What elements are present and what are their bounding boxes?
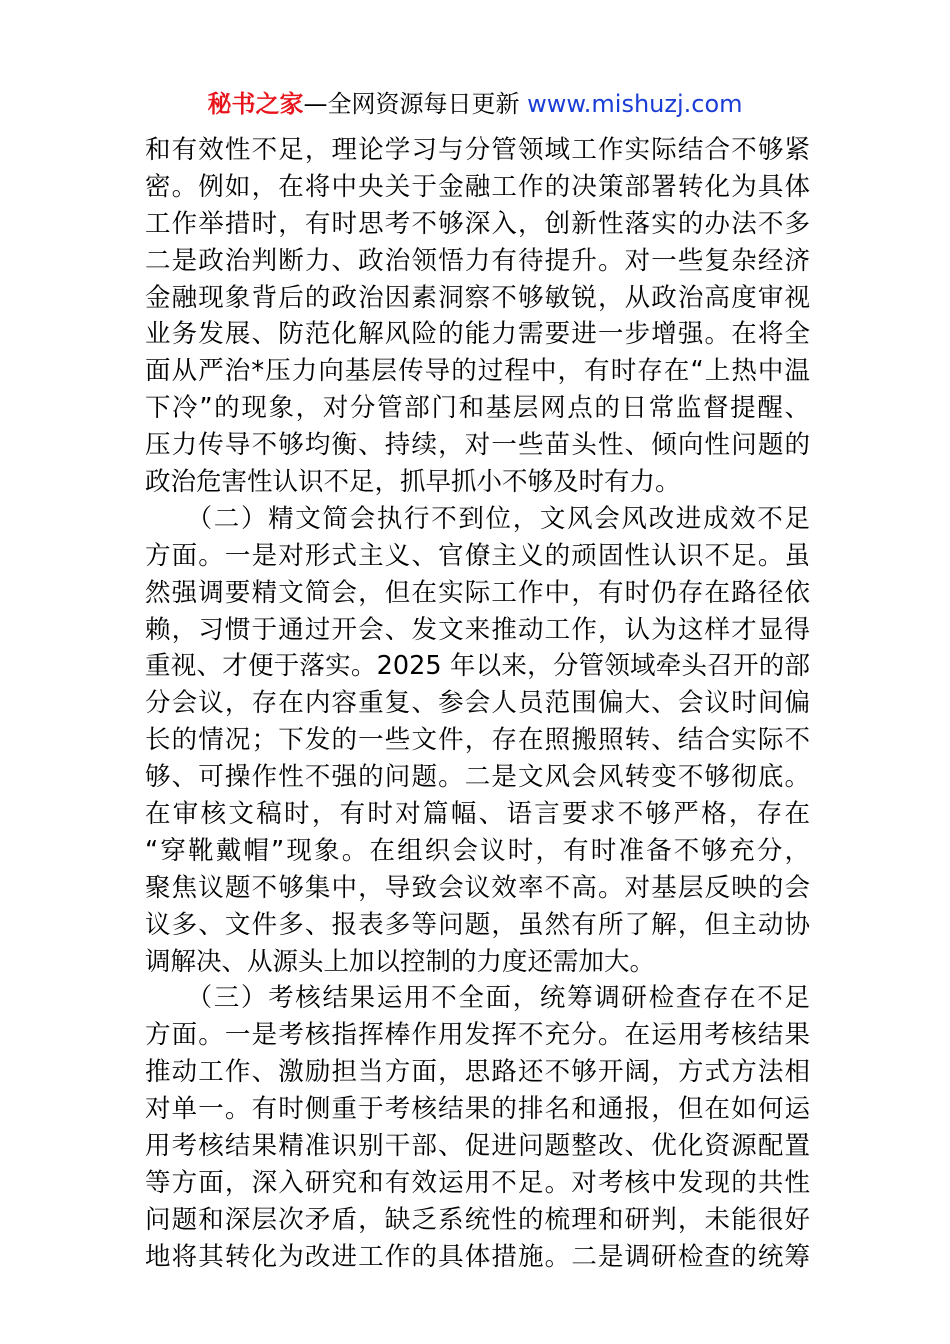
text-line: 工作举措时，有时思考不够深入，创新性落实的办法不多: [145, 208, 810, 239]
text-line: 面从严治*压力向基层传导的过程中，有时存在“上热中温: [145, 356, 810, 387]
website-link[interactable]: www.mishuzj.com: [527, 90, 743, 118]
text-line: 对单一。有时侧重于考核结果的排名和通报，但在如何运: [145, 1094, 810, 1125]
text-line: 赖，习惯于通过开会、发文来推动工作，认为这样才显得: [145, 614, 810, 645]
text-line: 地将其转化为改进工作的具体措施。二是调研检查的统筹: [145, 1241, 810, 1272]
page-header: [0, 86, 950, 122]
text-line: 压力传导不够均衡、持续，对一些苗头性、倾向性问题的: [145, 430, 810, 461]
text-line: 二是政治判断力、政治领悟力有待提升。对一些复杂经济: [145, 245, 810, 276]
text-line: 方面。一是考核指挥棒作用发挥不充分。在运用考核结果: [145, 1020, 810, 1051]
document-body: [145, 132, 810, 1276]
brand-name: 秘书之家: [207, 90, 304, 118]
text-line: 调解决、从源头上加以控制的力度还需加大。: [145, 946, 656, 977]
text-line: 等方面，深入研究和有效运用不足。对考核中发现的共性: [145, 1167, 810, 1198]
text-line: 长的情况；下发的一些文件，存在照搬照转、结合实际不: [145, 725, 810, 756]
text-line: 密。例如，在将中央关于金融工作的决策部署转化为具体: [145, 171, 810, 202]
text-line: 推动工作、激励担当方面，思路还不够开阔，方式方法相: [145, 1057, 810, 1088]
text-line: 重视、才便于落实。2025 年以来，分管领域牵头召开的部: [145, 651, 810, 682]
header-tagline: —全网资源每日更新: [303, 90, 528, 118]
text-line: 议多、文件多、报表多等问题，虽然有所了解，但主动协: [145, 909, 810, 940]
text-line: 聚焦议题不够集中，导致会议效率不高。对基层反映的会: [145, 872, 810, 903]
text-line: 下冷”的现象，对分管部门和基层网点的日常监督提醒、: [145, 393, 810, 424]
text-line: （三）考核结果运用不全面，统筹调研检查存在不足: [145, 983, 810, 1014]
text-line: 金融现象背后的政治因素洞察不够敏锐，从政治高度审视: [145, 282, 810, 313]
text-line: 问题和深层次矛盾，缺乏系统性的梳理和研判，未能很好: [145, 1204, 810, 1235]
text-line: 然强调要精文简会，但在实际工作中，有时仍存在路径依: [145, 577, 810, 608]
text-line: 在审核文稿时，有时对篇幅、语言要求不够严格，存在: [145, 799, 810, 830]
text-line: “穿靴戴帽”现象。在组织会议时，有时准备不够充分，: [145, 835, 810, 866]
text-line: （二）精文简会执行不到位，文风会风改进成效不足: [145, 503, 810, 534]
text-line: 业务发展、防范化解风险的能力需要进一步增强。在将全: [145, 319, 810, 350]
text-line: 够、可操作性不强的问题。二是文风会风转变不够彻底。: [145, 762, 810, 793]
text-line: 分会议，存在内容重复、参会人员范围偏大、会议时间偏: [145, 688, 810, 719]
text-line: 用考核结果精准识别干部、促进问题整改、优化资源配置: [145, 1131, 810, 1162]
text-line: 方面。一是对形式主义、官僚主义的顽固性认识不足。虽: [145, 540, 810, 571]
text-line: 和有效性不足，理论学习与分管领域工作实际结合不够紧: [145, 135, 810, 165]
text-line: 政治危害性认识不足，抓早抓小不够及时有力。: [145, 467, 681, 498]
